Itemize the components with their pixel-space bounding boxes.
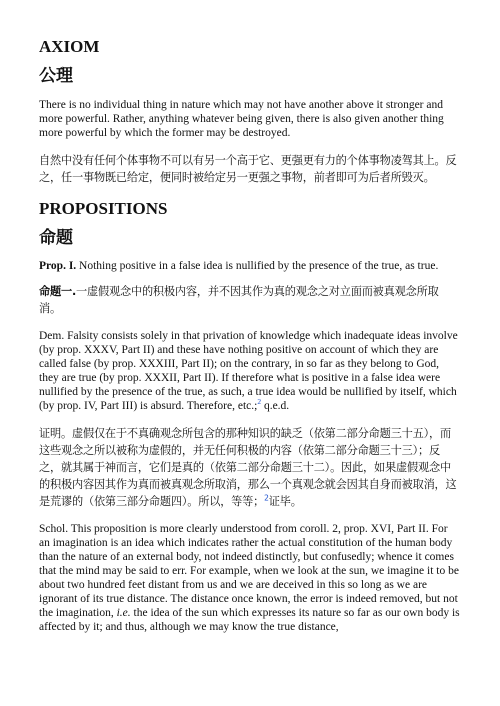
propositions-heading-en: PROPOSITIONS [39,199,168,218]
schol-text-en-1: Schol. This proposition is more clearly understood from coroll. 2, prop. XVI, Part II. For an imagination is an idea which indicates rather the actual constitution of the human body than the nature of an external body, not indeed distinctly, but confusedly; whence it comes that the mind may be said to err. For example, when we look at the sun, we imagine it to be about two hundred feet distant from us and we are deceived in this so long as we are ignorant of its true distance. The distance once known, the error is indeed removed, but not the imagination, [39,523,459,619]
prop1-en [39,259,460,273]
schol-en [39,522,460,634]
dem-zh [39,425,460,510]
prop1-label-en: Prop. I. [39,260,77,272]
prop1-zh [39,283,460,317]
schol-text-en-2: the idea of the sun which expresses its nature so far as our own body is affected by it; and thus, although we may know the true distance, [39,607,460,633]
prop1-label-zh: 命题一. [39,285,77,298]
axiom-text-zh: 自然中没有任何个体事物不可以有另一个高于它、更强更有力的个体事物凌驾其上。反之，任一事物既已给定，便同时被给定另一更强之事物，前者即可为后者所毁灭。 [39,154,457,184]
dem-text-en: Dem. Falsity consists solely in that privation of knowledge which inadequate ideas involve (by prop. XXXV, Part II) and these have nothing positive on account of which they are called false (by prop. XXXIII, Part II); on the contrary, in so far as they belong to God, they are true (by prop. XXXII, Part II). If therefore what is positive in a false idea were nullified by the presence of the true, as such, a true idea would be nullified by itself, which (by prop. IV, Part III) is absurd. Therefore, etc.; [39,330,458,412]
schol-ie: i.e. [116,607,131,619]
dem-text-en-end: q.e.d. [261,400,290,412]
axiom-heading-zh: 公理 [39,66,73,86]
dem-text-zh-end: 证毕。 [268,495,302,508]
axiom-text-en: There is no individual thing in nature which may not have another above it stronger and more powerful. Rather, anything whatever being given, there is also given another thing more powerful by which the former may be destroyed. [39,99,444,139]
prop1-text-en: Nothing positive in a false idea is nullified by the presence of the true, as true. [76,260,439,272]
footnote-link-en[interactable]: 2 [257,397,262,407]
axiom-heading-en: AXIOM [39,37,100,56]
prop1-text-zh: 一虚假观念中的积极内容，并不因其作为真的观念之对立面而被真观念所取消。 [39,285,439,315]
propositions-heading-zh: 命题 [39,228,73,248]
dem-text-zh: 证明。虚假仅在于不真确观念所包含的那种知识的缺乏（依第二部分命题三十五），而这些观念之所以被称为虚假的，并无任何积极的内容（依第二部分命题三十三）；反之，就其属于神而言，它们是真的（依第二部分命题三十二）。因此，如果虚假观念中的积极内容因其作为真而被真观念所取消，那么一个真观念就会因其自身而被取消，这是荒谬的（依第三部分命题四）。所以，等等； [39,427,457,508]
dem-en [39,329,460,413]
footnote-link-zh[interactable]: 2 [264,493,269,503]
